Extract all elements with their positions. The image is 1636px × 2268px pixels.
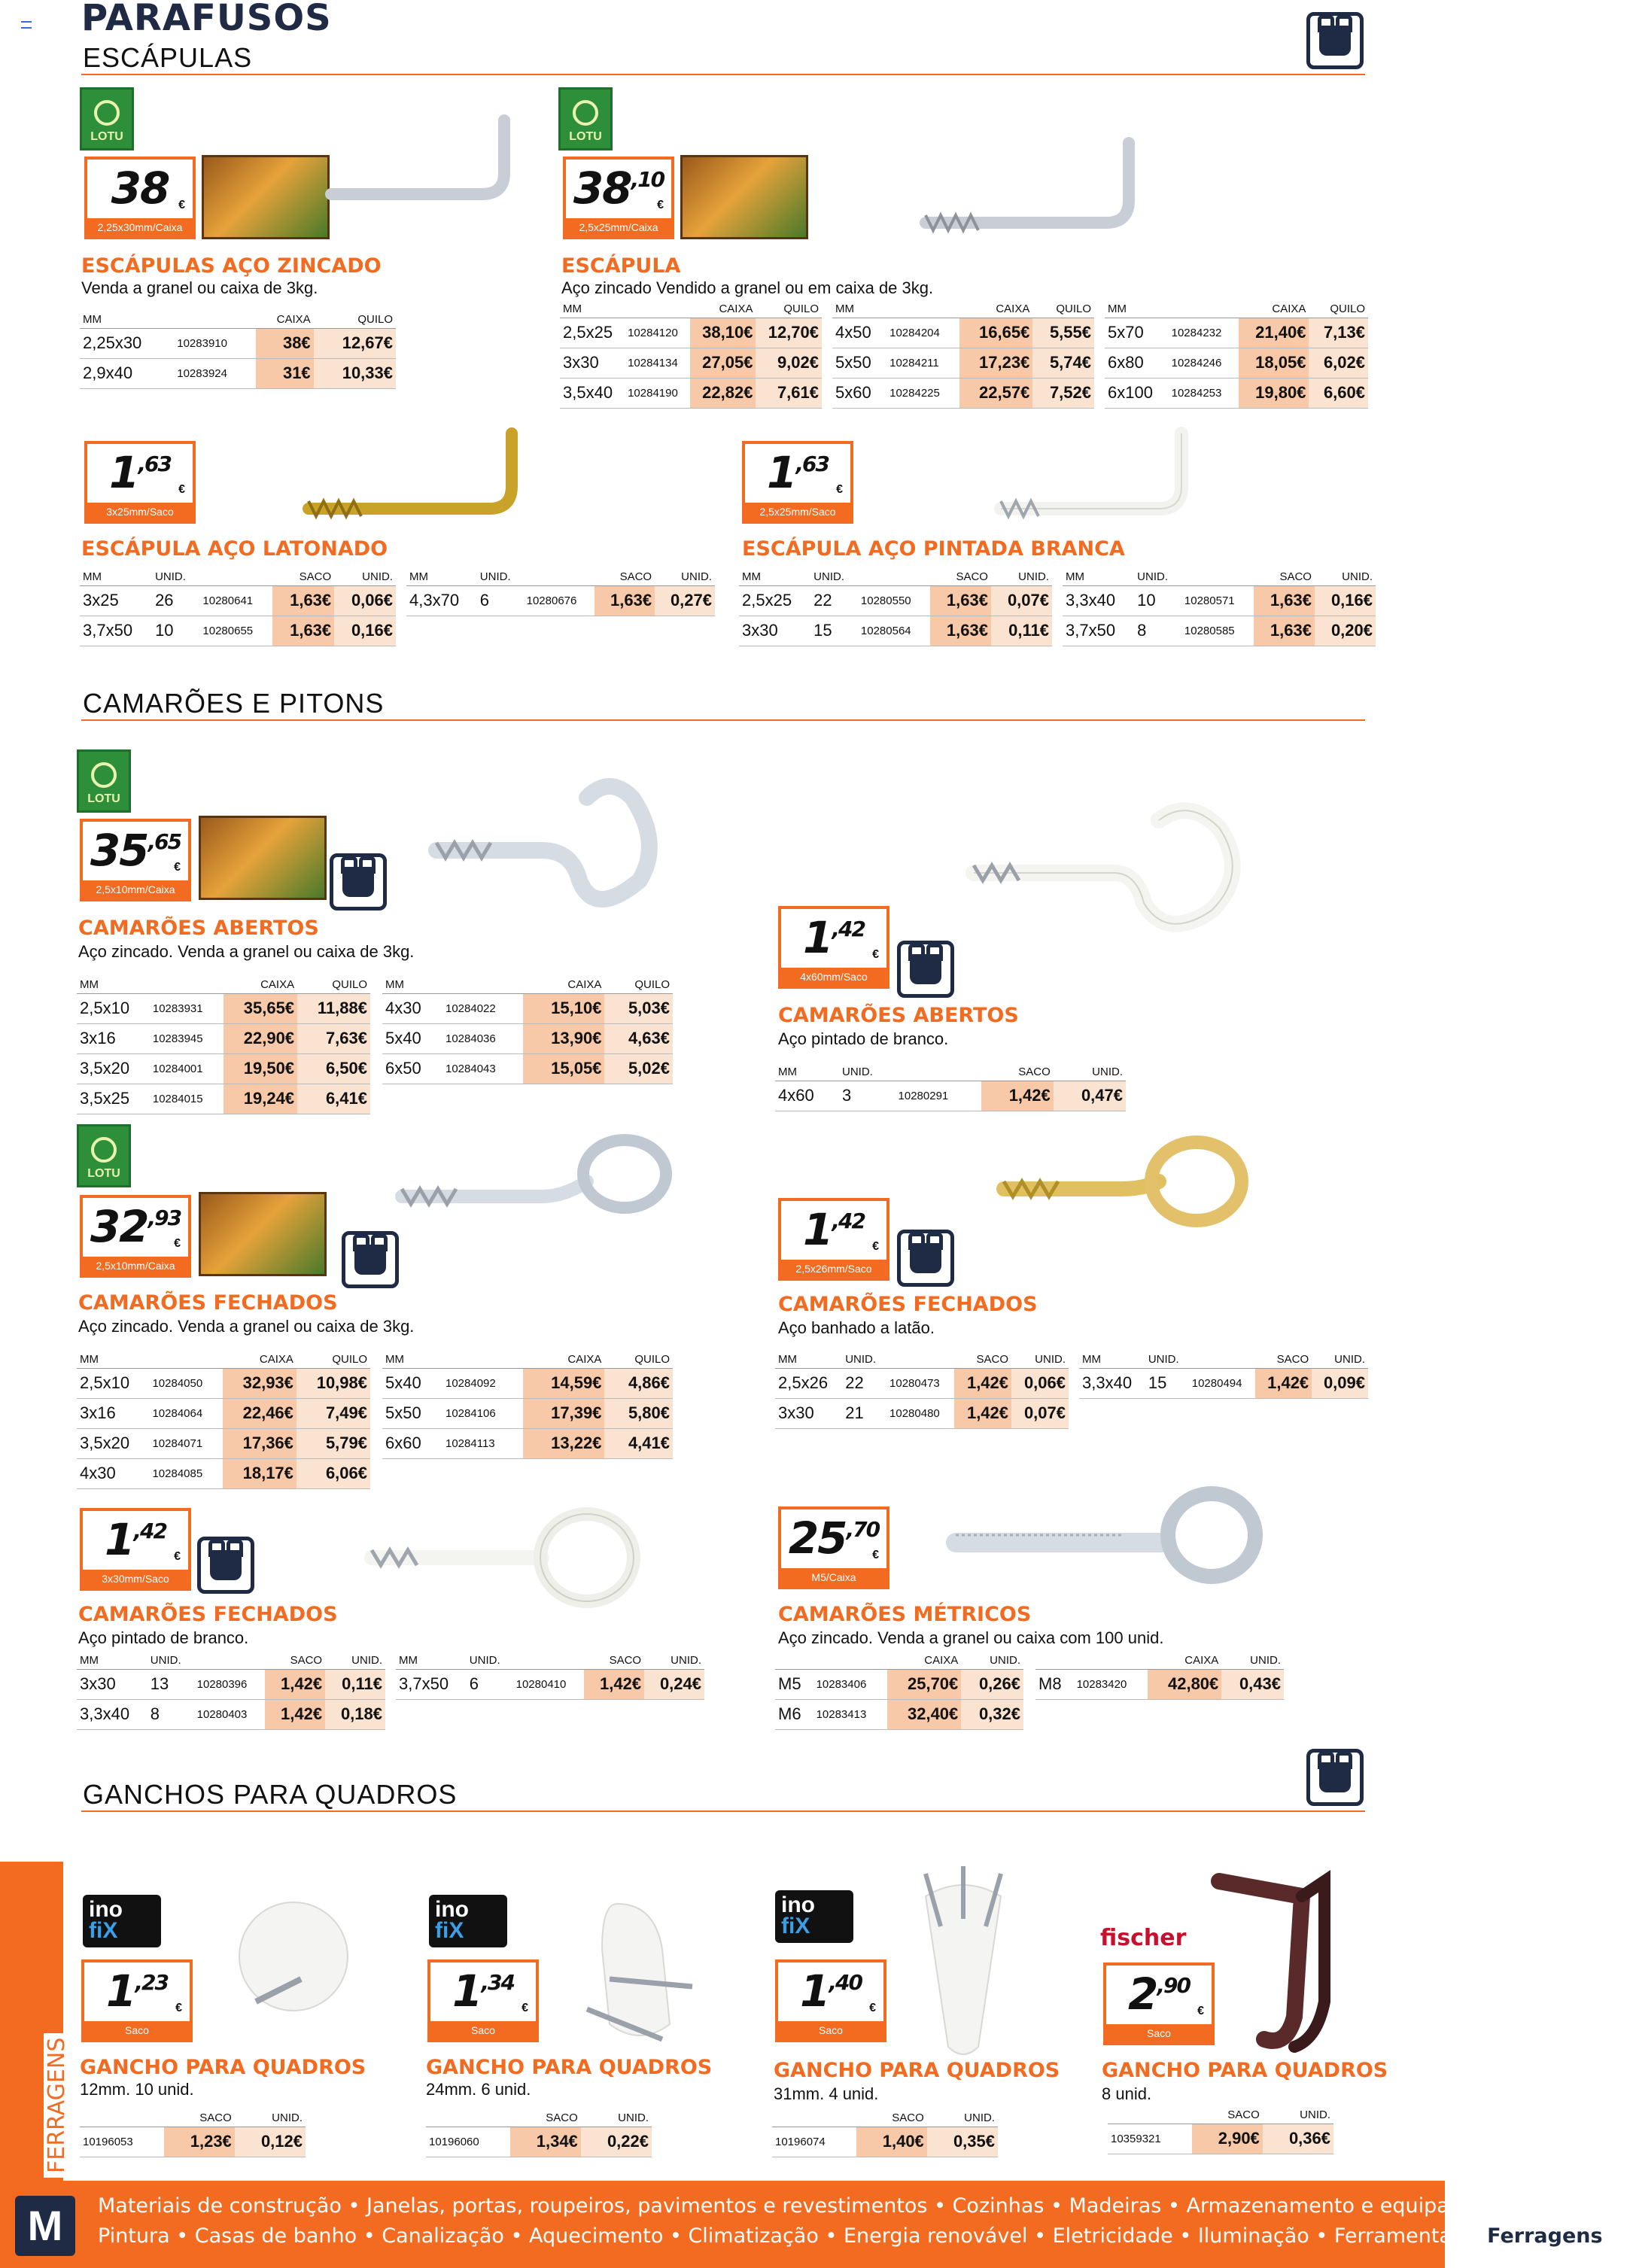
price-tag: $1^{,42}$ € 2,5x26mm/Saco: [778, 1198, 889, 1281]
table-row: M8 10283420 42,80€ 0,43€: [1035, 1669, 1284, 1699]
table-row: 10196060 1,34€ 0,22€: [426, 2127, 652, 2157]
hook-image: [903, 1866, 1023, 2062]
table-row: 10359321 2,90€ 0,36€: [1108, 2124, 1333, 2154]
price-tag: $38^{,10}$ € 2,5x25mm/Caixa: [563, 157, 674, 239]
product-description: Aço zincado. Venda a granel ou caixa de 3kg.: [78, 1317, 415, 1336]
price-tag: $32^{,93}$ € 2,5x10mm/Caixa: [80, 1195, 191, 1278]
table-row: 5x50 10284106 17,39€ 5,80€: [382, 1398, 673, 1428]
table-row: 2,5x26 22 10280473 1,42€ 0,06€: [775, 1368, 1069, 1398]
product-table: MM CAIXA QUILO 5x40 10284092 14,59€ 4,86€ 5x50 10284106 17,39€ 5,80€ 6x60 10284113 13,22€ 4,41€: [382, 1351, 673, 1459]
product-title: ESCÁPULAS AÇO ZINCADO: [81, 254, 382, 278]
section-rule: [81, 74, 1365, 75]
product-description: Aço zincado Vendido a granel ou em caixa de 3kg.: [561, 278, 934, 297]
hook-image: [391, 1121, 677, 1234]
hook-image: [941, 1482, 1279, 1603]
product-table: MM CAIXA QUILO 5x70 10284232 21,40€ 7,13€ 6x80 10284246 18,05€ 6,02€ 6x100 10284253 19,80€ 6,60€: [1105, 301, 1368, 409]
table-row: 10196074 1,40€ 0,35€: [772, 2127, 998, 2157]
bag-icon: [897, 1230, 954, 1287]
table-row: 3,3x40 10 10280571 1,63€ 0,16€: [1063, 585, 1376, 616]
inofix-logo: ino fiX: [775, 1890, 853, 1943]
hook-image: [324, 105, 519, 218]
table-row: 2,25x30 10283910 38€ 12,67€: [80, 328, 396, 358]
table-row: M5 10283406 25,70€ 0,26€: [775, 1669, 1023, 1699]
price-tag: $2^{,90}$ € Saco: [1103, 1962, 1215, 2045]
product-title: ESCÁPULA AÇO PINTADA BRANCA: [742, 537, 1125, 561]
table-row: 3,7x50 6 10280410 1,42€ 0,24€: [396, 1669, 704, 1699]
price-tag: $1^{,42}$ € 4x60mm/Saco: [778, 906, 889, 989]
product-box-image: [199, 816, 327, 900]
table-row: 4x30 10284085 18,17€ 6,06€: [77, 1458, 370, 1488]
product-table: SACO UNID. 10196060 1,34€ 0,22€: [426, 2110, 652, 2157]
table-row: 5x40 10284092 14,59€ 4,86€: [382, 1368, 673, 1398]
product-title: GANCHO PARA QUADROS: [80, 2056, 366, 2079]
side-label: FERRAGENS: [0, 1862, 63, 2185]
table-row: 3,5x20 10284001 19,50€ 6,50€: [77, 1053, 370, 1084]
table-row: 6x100 10284253 19,80€ 6,60€: [1105, 378, 1368, 408]
table-row: 4x50 10284204 16,65€ 5,55€: [832, 318, 1094, 348]
product-table: MM CAIXA QUILO 4x30 10284022 15,10€ 5,03€ 5x40 10284036 13,90€ 4,63€ 6x50 10284043 15,05€ 5,02€: [382, 977, 673, 1084]
hook-image: [226, 1896, 361, 2024]
product-title: CAMARÕES ABERTOS: [778, 1004, 1019, 1027]
product-title: GANCHO PARA QUADROS: [1102, 2059, 1388, 2082]
store-logo[interactable]: M: [15, 2196, 75, 2256]
product-description: 24mm. 6 unid.: [426, 2080, 531, 2099]
table-row: 5x70 10284232 21,40€ 7,13€: [1105, 318, 1368, 348]
table-row: 3x16 10283945 22,90€ 7,63€: [77, 1023, 370, 1053]
table-row: 3,5x20 10284071 17,36€ 5,79€: [77, 1428, 370, 1458]
product-description: Aço banhado a latão.: [778, 1318, 935, 1337]
product-title: CAMARÕES FECHADOS: [778, 1293, 1038, 1316]
product-table: MM UNID. SACO UNID. 3x25 26 10280641 1,63€ 0,06€ 3,7x50 10 10280655 1,63€ 0,16€: [80, 569, 396, 646]
table-row: 2,5x25 22 10280550 1,63€ 0,07€: [739, 585, 1052, 616]
section-title-escapulas: ESCÁPULAS: [83, 42, 253, 73]
product-description: 31mm. 4 unid.: [774, 2084, 879, 2103]
product-title: GANCHO PARA QUADROS: [426, 2056, 713, 2079]
bag-icon: [342, 1231, 399, 1288]
table-row: 2,5x10 10284050 32,93€ 10,98€: [77, 1368, 370, 1398]
product-table: CAIXA UNID. M5 10283406 25,70€ 0,26€ M6 10283413 32,40€ 0,32€: [775, 1652, 1023, 1730]
menu-icon[interactable]: [21, 21, 32, 29]
product-table: SACO UNID. 10196053 1,23€ 0,12€: [80, 2110, 306, 2157]
product-title: CAMARÕES ABERTOS: [78, 917, 319, 940]
table-row: 3x30 21 10280480 1,42€ 0,07€: [775, 1398, 1069, 1428]
price-tag: $25^{,70}$ € M5/Caixa: [778, 1506, 889, 1589]
bag-icon: [1306, 12, 1364, 69]
fischer-logo: fischer: [1100, 1925, 1187, 1951]
product-box-image: [202, 155, 330, 239]
product-table: MM UNID. SACO UNID. 4x60 3 10280291 1,42€ 0,47€: [775, 1064, 1126, 1111]
hook-image: [301, 426, 534, 531]
price-tag: $1^{,42}$ € 3x30mm/Saco: [80, 1508, 191, 1591]
product-table: MM UNID. SACO UNID. 4,3x70 6 10280676 1,63€ 0,27€: [406, 569, 715, 616]
table-row: 6x60 10284113 13,22€ 4,41€: [382, 1428, 673, 1458]
product-table: MM UNID. SACO UNID. 3,3x40 15 10280494 1,42€ 0,09€: [1079, 1351, 1368, 1399]
table-row: 2,5x25 10284120 38,10€ 12,70€: [560, 318, 822, 348]
product-description: Aço zincado. Venda a granel ou caixa com 100 unid.: [778, 1628, 1164, 1647]
product-table: MM UNID. SACO UNID. 3x30 13 10280396 1,42€ 0,11€ 3,3x40 8 10280403 1,42€ 0,18€: [77, 1652, 385, 1730]
price-tag: $1^{,63}$ € 3x25mm/Saco: [84, 441, 196, 524]
section-rule: [81, 1810, 1365, 1812]
product-table: MM UNID. SACO UNID. 3,3x40 10 10280571 1,63€ 0,16€ 3,7x50 8 10280585 1,63€ 0,20€: [1063, 569, 1376, 646]
hook-image: [564, 1896, 700, 2062]
bag-icon: [330, 853, 387, 911]
table-row: 2,5x10 10283931 35,65€ 11,88€: [77, 993, 370, 1023]
inofix-logo: ino fiX: [429, 1895, 507, 1947]
table-row: 3,7x50 8 10280585 1,63€ 0,20€: [1063, 616, 1376, 646]
table-row: 4,3x70 6 10280676 1,63€ 0,27€: [406, 585, 715, 616]
product-table: CAIXA UNID. M8 10283420 42,80€ 0,43€: [1035, 1652, 1284, 1700]
price-tag: 38 € 2,25x30mm/Caixa: [84, 157, 196, 239]
table-row: 3x30 15 10280564 1,63€ 0,11€: [739, 616, 1052, 646]
section-rule: [81, 719, 1365, 721]
table-row: 4x30 10284022 15,10€ 5,03€: [382, 993, 673, 1023]
bag-icon: [197, 1537, 254, 1594]
lotu-logo: LOTU: [80, 87, 134, 150]
product-description: 8 unid.: [1102, 2084, 1152, 2103]
hook-image: [918, 132, 1144, 245]
product-title: GANCHO PARA QUADROS: [774, 2059, 1060, 2082]
table-row: 6x80 10284246 18,05€ 6,02€: [1105, 348, 1368, 378]
section-title-camaroes: CAMARÕES E PITONS: [83, 688, 385, 719]
product-box-image: [680, 155, 808, 239]
hook-image: [421, 768, 662, 918]
table-row: 5x50 10284211 17,23€ 5,74€: [832, 348, 1094, 378]
product-table: SACO UNID. 10196074 1,40€ 0,35€: [772, 2110, 998, 2157]
product-table: MM CAIXA QUILO 2,5x25 10284120 38,10€ 12,70€ 3x30 10284134 27,05€ 9,02€ 3,5x40 10284190 22,82€ 7,61€: [560, 301, 822, 409]
product-table: MM CAIXA QUILO 4x50 10284204 16,65€ 5,55€ 5x50 10284211 17,23€ 5,74€ 5x60 10284225 22,57€ 7,52€: [832, 301, 1094, 409]
table-row: 6x50 10284043 15,05€ 5,02€: [382, 1053, 673, 1084]
table-row: 3,5x40 10284190 22,82€ 7,61€: [560, 378, 822, 408]
table-row: 3x25 26 10280641 1,63€ 0,06€: [80, 585, 396, 616]
price-tag: $1^{,23}$ € Saco: [81, 1959, 193, 2042]
table-row: 4x60 3 10280291 1,42€ 0,47€: [775, 1081, 1126, 1111]
product-table: MM CAIXA QUILO 2,5x10 10283931 35,65€ 11,88€ 3x16 10283945 22,90€ 7,63€ 3,5x20 10284001 19,50€ 6,50€ 3,5x25 10284015 19,24€ 6,41€: [77, 977, 370, 1114]
table-row: M6 10283413 32,40€ 0,32€: [775, 1699, 1023, 1729]
product-title: CAMARÕES FECHADOS: [78, 1291, 338, 1315]
table-row: 3,5x25 10284015 19,24€ 6,41€: [77, 1084, 370, 1114]
product-table: MM CAIXA QUILO 2,5x10 10284050 32,93€ 10,98€ 3x16 10284064 22,46€ 7,49€ 3,5x20 10284071 17,36€ 5,79€ 4x30 10284085 18,17€ 6,06€: [77, 1351, 370, 1489]
product-table: MM UNID. SACO UNID. 2,5x26 22 10280473 1,42€ 0,06€ 3x30 21 10280480 1,42€ 0,07€: [775, 1351, 1069, 1429]
product-description: Aço pintado de branco.: [78, 1628, 249, 1647]
hook-image: [993, 426, 1204, 531]
product-description: Venda a granel ou caixa de 3kg.: [81, 278, 318, 297]
price-tag: $35^{,65}$ € 2,5x10mm/Caixa: [80, 819, 191, 901]
section-title-ganchos: GANCHOS PARA QUADROS: [83, 1779, 458, 1810]
hook-image: [1212, 1866, 1347, 2062]
product-title: ESCÁPULA: [561, 254, 681, 278]
product-title: ESCÁPULA AÇO LATONADO: [81, 537, 388, 561]
table-row: 3x16 10284064 22,46€ 7,49€: [77, 1398, 370, 1428]
product-title: CAMARÕES FECHADOS: [78, 1603, 338, 1626]
table-row: 3x30 10284134 27,05€ 9,02€: [560, 348, 822, 378]
bag-icon: [1306, 1749, 1364, 1806]
product-table: MM UNID. SACO UNID. 2,5x25 22 10280550 1,63€ 0,07€ 3x30 15 10280564 1,63€ 0,11€: [739, 569, 1052, 646]
hook-image: [993, 1129, 1257, 1242]
hook-image: [361, 1497, 655, 1618]
product-table: SACO UNID. 10359321 2,90€ 0,36€: [1108, 2107, 1333, 2154]
lotu-logo: LOTU: [558, 87, 613, 150]
product-description: Aço zincado. Venda a granel ou caixa de 3kg.: [78, 942, 415, 961]
hook-image: [963, 783, 1257, 948]
table-row: 3x30 13 10280396 1,42€ 0,11€: [77, 1669, 385, 1699]
price-tag: $1^{,63}$ € 2,5x25mm/Saco: [742, 441, 853, 524]
page-title: PARAFUSOS: [81, 0, 332, 39]
lotu-logo: LOTU: [77, 749, 131, 813]
lotu-logo: LOTU: [77, 1124, 131, 1187]
product-box-image: [199, 1192, 327, 1276]
price-tag: $1^{,40}$ € Saco: [775, 1959, 886, 2042]
product-description: 12mm. 10 unid.: [80, 2080, 194, 2099]
footer-categories-line2: Pintura • Casas de banho • Canalização • Aquecimento • Climatização • Energia renovável • Eletricidade • Iluminação • Ferramentas • Ferragens: [98, 2224, 1603, 2248]
table-row: 5x60 10284225 22,57€ 7,52€: [832, 378, 1094, 408]
table-row: 2,9x40 10283924 31€ 10,33€: [80, 358, 396, 388]
table-row: 3,3x40 8 10280403 1,42€ 0,18€: [77, 1699, 385, 1729]
footer-categories-line1: Materiais de construção • Janelas, portas, roupeiros, pavimentos e revestimentos • Cozinhas • Madeiras • Armazenamento e equipamento • Cerâmica: [98, 2194, 1636, 2218]
table-row: 3,3x40 15 10280494 1,42€ 0,09€: [1079, 1368, 1368, 1398]
table-row: 3,7x50 10 10280655 1,63€ 0,16€: [80, 616, 396, 646]
product-description: Aço pintado de branco.: [778, 1029, 949, 1048]
table-row: 5x40 10284036 13,90€ 4,63€: [382, 1023, 673, 1053]
product-table: MM CAIXA QUILO 2,25x30 10283910 38€ 12,67€ 2,9x40 10283924 31€ 10,33€: [80, 312, 396, 389]
product-title: CAMARÕES MÉTRICOS: [778, 1603, 1032, 1626]
product-table: MM UNID. SACO UNID. 3,7x50 6 10280410 1,42€ 0,24€: [396, 1652, 704, 1700]
price-tag: $1^{,34}$ € Saco: [427, 1959, 539, 2042]
footer-bar: [0, 2181, 1636, 2268]
table-row: 10196053 1,23€ 0,12€: [80, 2127, 306, 2157]
inofix-logo: ino fiX: [83, 1895, 161, 1947]
bag-icon: [897, 941, 954, 998]
